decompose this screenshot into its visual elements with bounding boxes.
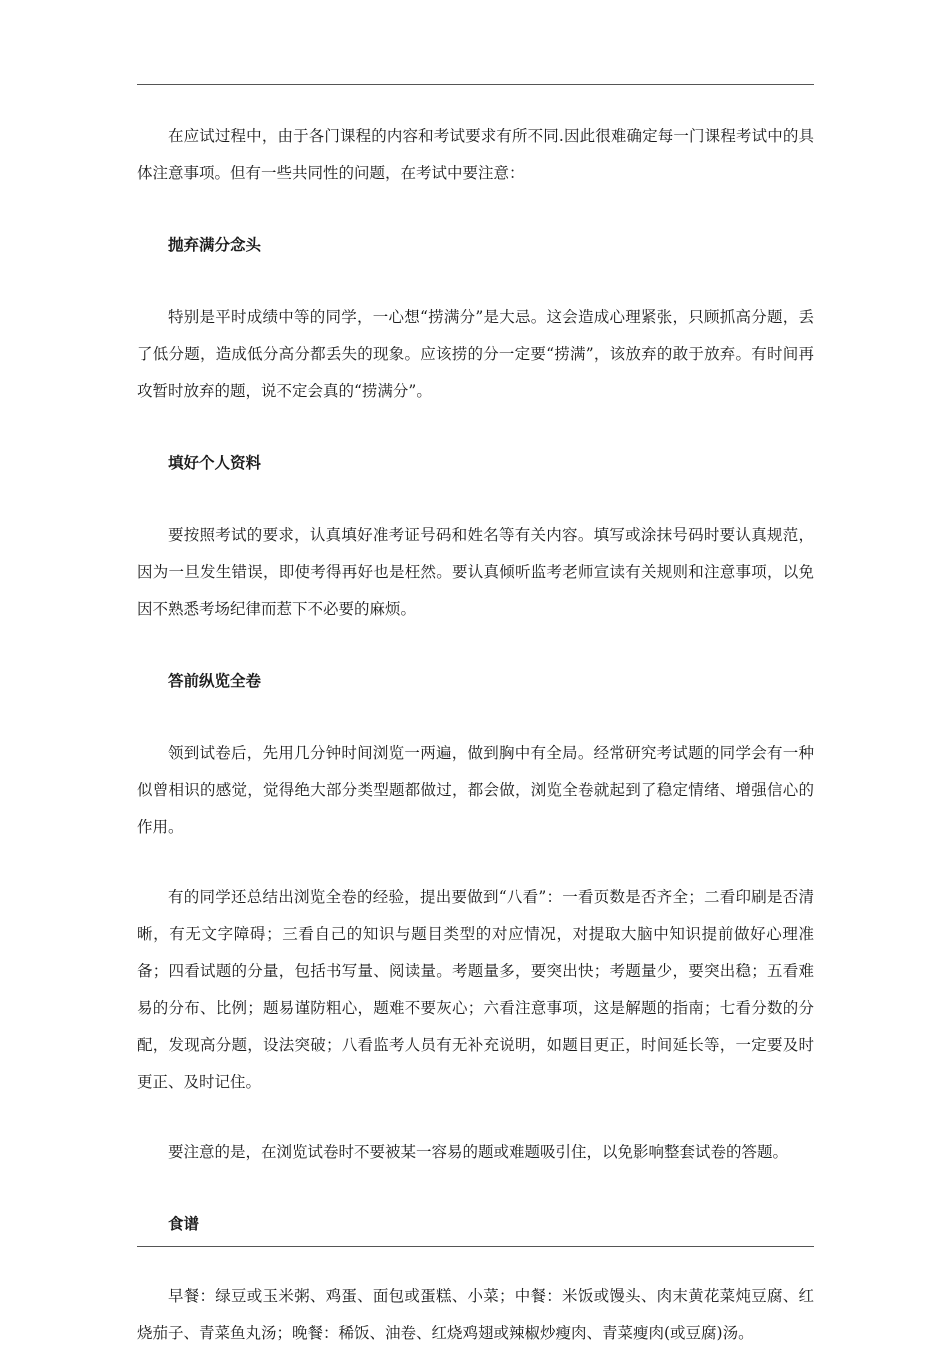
header-rule bbox=[137, 84, 814, 85]
intro-paragraph: 在应试过程中，由于各门课程的内容和考试要求有所不同.因此很难确定每一门课程考试中的具体注意事项。但有一些共同性的问题，在考试中要注意： bbox=[137, 127, 814, 182]
menu-paragraph: 早餐：绿豆或玉米粥、鸡蛋、面包或蛋糕、小菜；中餐：米饭或馒头、肉末黄花菜炖豆腐、红烧茄子、青菜鱼丸汤；晚餐：稀饭、油卷、红烧鸡翅或辣椒炒瘦肉、青菜瘦肉(或豆腐)汤。 bbox=[137, 1287, 814, 1342]
footer-rule bbox=[137, 1246, 814, 1247]
section-heading-menu: 食谱 bbox=[168, 1215, 200, 1233]
review-paper-paragraph: 领到试卷后，先用几分钟时间浏览一两遍，做到胸中有全局。经常研究考试题的同学会有一种似曾相识的感觉，觉得绝大部分类型题都做过，都会做，浏览全卷就起到了稳定情绪、增强信心的作用。 bbox=[137, 744, 814, 836]
section-heading-review-paper: 答前纵览全卷 bbox=[168, 672, 262, 690]
eight-checks-paragraph: 有的同学还总结出浏览全卷的经验，提出要做到“八看”：一看页数是否齐全；二看印刷是否清晰，有无文字障碍；三看自己的知识与题目类型的对应情况，对提取大脑中知识提前做好心理准备；四看试题的分量，包括书写量、阅读量。考题量多，要突出快；考题量少，要突出稳；五看难易的分布、比例；题易谨防粗心，题难不要灰心；六看注意事项，这是解题的指南；七看分数的分配，发现高分题，设法突破；八看监考人员有无补充说明，如题目更正，时间延长等，一定要及时更正、及时记住。 bbox=[137, 888, 814, 1091]
section-heading-personal-info: 填好个人资料 bbox=[168, 454, 262, 472]
personal-info-paragraph: 要按照考试的要求，认真填好准考证号码和姓名等有关内容。填写或涂抹号码时要认真规范，因为一旦发生错误，即使考得再好也是枉然。要认真倾听监考老师宣读有关规则和注意事项，以免因不熟悉考场纪律而惹下不必要的麻烦。 bbox=[137, 526, 814, 618]
full-score-paragraph: 特别是平时成绩中等的同学，一心想“捞满分”是大忌。这会造成心理紧张，只顾抓高分题，丢了低分题，造成低分高分都丢失的现象。应该捞的分一定要“捞满”，该放弃的敢于放弃。有时间再攻暂时放弃的题，说不定会真的“捞满分”。 bbox=[137, 308, 814, 400]
document-body bbox=[137, 118, 814, 1352]
section-heading-full-score: 抛弃满分念头 bbox=[168, 236, 262, 254]
attention-paragraph: 要注意的是，在浏览试卷时不要被某一容易的题或难题吸引住，以免影响整套试卷的答题。 bbox=[168, 1143, 789, 1161]
